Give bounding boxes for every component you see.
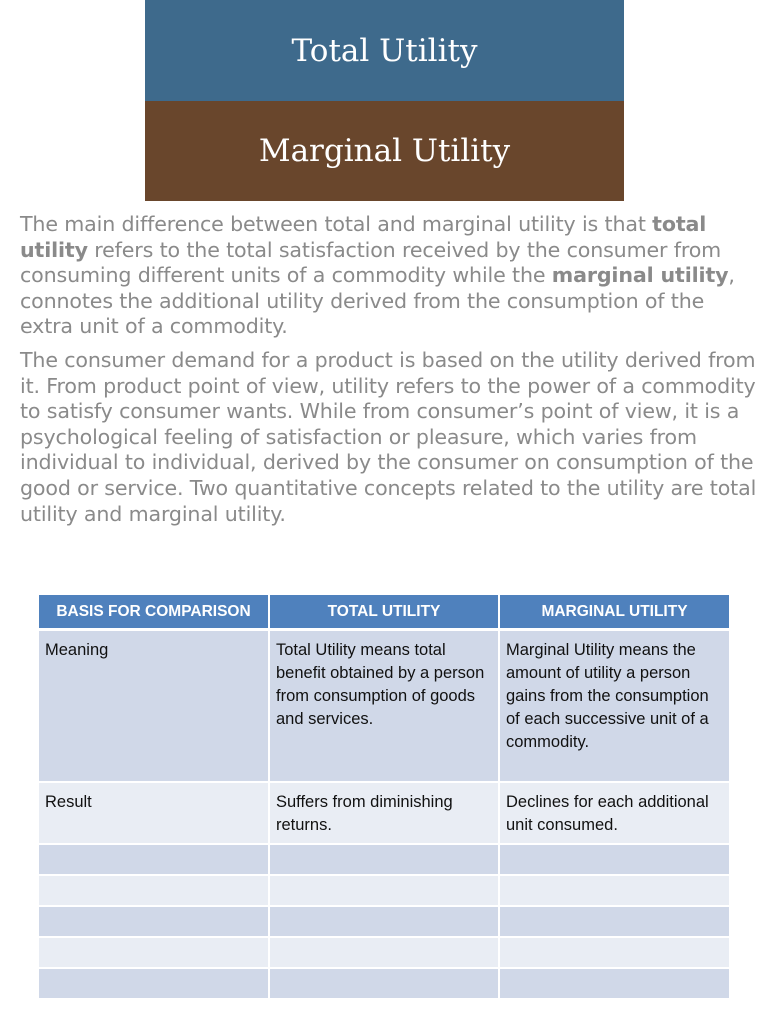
empty-table-row — [39, 875, 729, 906]
paragraph-consumer-demand: The consumer demand for a product is based on the utility derived from it. From product point of view, utility refers to the power of a commodity to satisfy consumer wants. While from consumer’s point of view, it is a psychological feeling of satisfaction or pleasure, which varies from individual to individual, derived by the consumer on consumption of the good or service. Two quantitative concepts related to the utility are total utility and marginal utility. — [20, 347, 757, 526]
header-marginal-utility: MARGINAL UTILITY — [499, 595, 729, 630]
paragraph-difference — [20, 212, 762, 340]
table-cell: Meaning — [39, 630, 269, 783]
paragraph-difference-text-3: , connotes the additional utility derived from the consumption of the extra unit of a commodity. — [20, 263, 735, 339]
table-cell: Total Utility means total benefit obtained by a person from consumption of goods and services. — [269, 630, 499, 783]
empty-cell — [39, 937, 269, 968]
empty-table-row — [39, 937, 729, 968]
header-basis: BASIS FOR COMPARISON — [39, 595, 269, 630]
total-utility-banner-title: Total Utility — [291, 32, 478, 69]
total-utility-banner — [145, 0, 624, 101]
comparison-table — [39, 595, 729, 1000]
empty-table-row — [39, 968, 729, 999]
empty-cell — [269, 844, 499, 875]
empty-cell — [269, 875, 499, 906]
header-total-utility: TOTAL UTILITY — [269, 595, 499, 630]
empty-cell — [39, 875, 269, 906]
empty-cell — [499, 875, 729, 906]
empty-table-row — [39, 906, 729, 937]
empty-cell — [269, 968, 499, 999]
paragraph-difference-text-1: The main difference between total and marginal utility is that — [20, 212, 653, 236]
table-cell: Marginal Utility means the amount of utility a person gains from the consumption of each successive unit of a commodity. — [499, 630, 729, 783]
marginal-utility-banner-title: Marginal Utility — [258, 133, 511, 169]
empty-cell — [39, 844, 269, 875]
term-marginal-utility: marginal utility — [551, 263, 729, 288]
table-row — [39, 782, 729, 844]
empty-cell — [269, 937, 499, 968]
table-header-row — [39, 595, 729, 630]
table-cell: Suffers from diminishing returns. — [269, 782, 499, 844]
empty-cell — [499, 844, 729, 875]
empty-cell — [39, 968, 269, 999]
table-row — [39, 630, 729, 783]
marginal-utility-banner — [145, 101, 624, 201]
empty-cell — [499, 937, 729, 968]
term-total-utility: total utility — [20, 212, 707, 262]
empty-cell — [39, 906, 269, 937]
table-cell: Result — [39, 782, 269, 844]
empty-cell — [499, 906, 729, 937]
empty-table-row — [39, 844, 729, 875]
empty-cell — [269, 906, 499, 937]
paragraph-difference-text-2: refers to the total satisfaction received by the consumer from consuming different units of a commodity while the — [20, 237, 722, 288]
table-cell: Declines for each additional unit consumed. — [499, 782, 729, 844]
article-body — [20, 212, 762, 535]
empty-cell — [499, 968, 729, 999]
